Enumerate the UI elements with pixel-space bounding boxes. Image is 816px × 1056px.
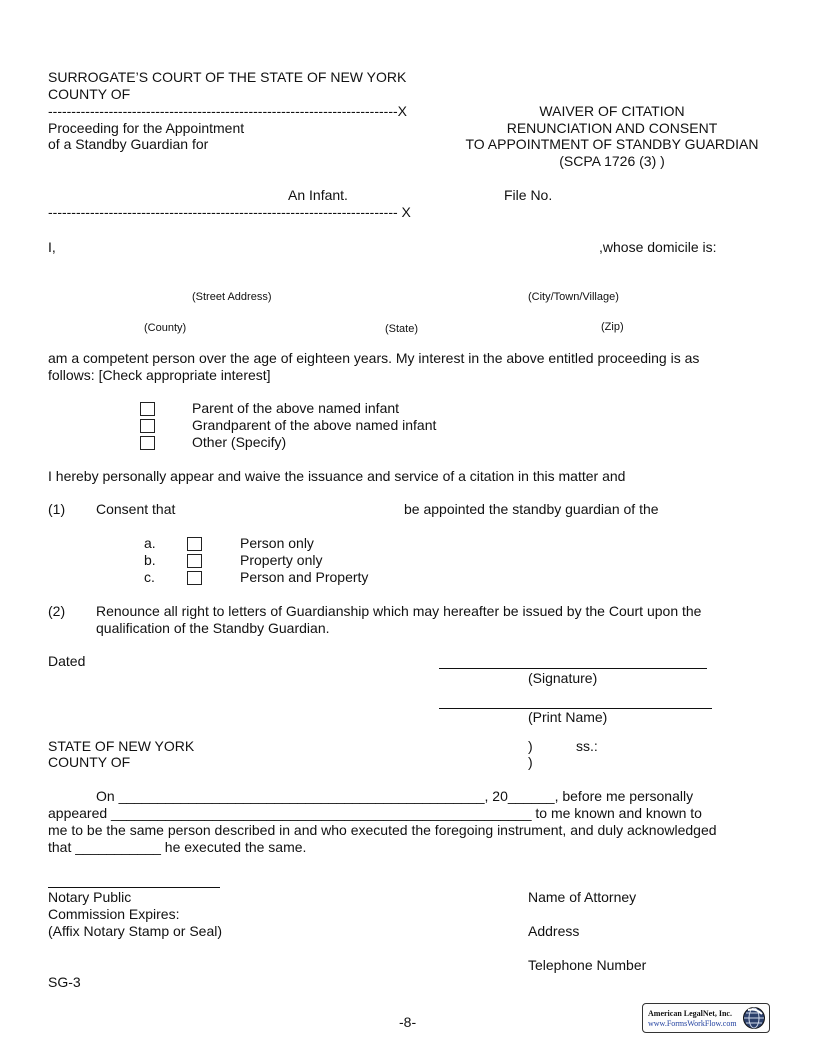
zip-caption: (Zip) — [601, 321, 624, 333]
commission-expires: Commission Expires: — [48, 906, 180, 922]
choice-c-letter: c. — [144, 569, 155, 585]
proceeding-line-1: Proceeding for the Appointment — [48, 120, 245, 136]
print-name-caption: (Print Name) — [528, 709, 608, 725]
globe-icon — [742, 1006, 766, 1030]
ack-paren-1: ) — [528, 738, 533, 754]
attorney-telephone-label: Telephone Number — [528, 957, 647, 973]
option-grandparent: Grandparent of the above named infant — [192, 417, 437, 433]
checkbox-person-only[interactable] — [187, 537, 202, 551]
ack-line-4: that ___________ he executed the same. — [48, 839, 307, 855]
proceeding-line-2: of a Standby Guardian for — [48, 136, 209, 152]
ack-state: STATE OF NEW YORK — [48, 738, 195, 754]
court-title: SURROGATE’S COURT OF THE STATE OF NEW YORK — [48, 69, 407, 85]
choice-a-letter: a. — [144, 535, 156, 551]
consent-appointed: be appointed the standby guardian of the — [404, 501, 659, 517]
county-caption: (County) — [144, 322, 187, 334]
street-address-caption: (Street Address) — [192, 291, 272, 303]
form-title-statute: (SCPA 1726 (3) ) — [559, 153, 665, 169]
checkbox-parent[interactable] — [140, 402, 155, 416]
infant-label: An Infant. — [288, 187, 348, 203]
form-title-1: WAIVER OF CITATION — [539, 103, 685, 119]
choice-person-and-property: Person and Property — [240, 569, 369, 585]
affix-stamp: (Affix Notary Stamp or Seal) — [48, 923, 223, 939]
checkbox-other[interactable] — [140, 436, 155, 450]
signature-caption: (Signature) — [528, 670, 598, 686]
publisher-name: American LegalNet, Inc. — [648, 1009, 732, 1018]
item-1-number: (1) — [48, 501, 66, 517]
caption-bottom-rule: --------------------------------------------------------------------------- X — [48, 204, 411, 220]
checkbox-grandparent[interactable] — [140, 419, 155, 433]
interest-statement-1: am a competent person over the age of eighteen years. My interest in the above entitled proceeding is as — [48, 350, 700, 366]
option-other: Other (Specify) — [192, 434, 287, 450]
option-parent: Parent of the above named infant — [192, 400, 400, 416]
attorney-address-label: Address — [528, 923, 580, 939]
form-title-2: RENUNCIATION AND CONSENT — [506, 120, 718, 136]
dated-label: Dated — [48, 653, 86, 669]
ack-paren-2: ) — [528, 754, 533, 770]
form-code: SG-3 — [48, 974, 81, 990]
signature-line[interactable] — [439, 668, 707, 669]
form-title-3: TO APPOINTMENT OF STANDBY GUARDIAN — [465, 136, 759, 152]
ack-ss: ss.: — [576, 738, 598, 754]
checkbox-person-and-property[interactable] — [187, 571, 202, 585]
ack-line-1: On _______________________________________________, 20______, before me personally — [96, 788, 694, 804]
notary-public: Notary Public — [48, 889, 132, 905]
choice-b-letter: b. — [144, 552, 156, 568]
ack-line-3: me to be the same person described in and who executed the foregoing instrument, and duly acknowledged — [48, 822, 717, 838]
declarant-i: I, — [48, 239, 56, 255]
ack-line-2: appeared ______________________________________________________ to me known and known to — [48, 805, 702, 821]
renounce-line-2: qualification of the Standby Guardian. — [96, 620, 330, 636]
consent-that: Consent that — [96, 501, 176, 517]
item-2-number: (2) — [48, 603, 66, 619]
caption-top-rule: ---------------------------------------------------------------------------X — [48, 103, 407, 119]
waiver-statement: I hereby personally appear and waive the issuance and service of a citation in this matter and — [48, 468, 626, 484]
attorney-name-label: Name of Attorney — [528, 889, 637, 905]
renounce-line-1: Renounce all right to letters of Guardianship which may hereafter be issued by the Court upon the — [96, 603, 702, 619]
state-caption: (State) — [385, 323, 419, 335]
choice-person-only: Person only — [240, 535, 314, 551]
notary-signature-line[interactable] — [48, 887, 220, 888]
file-number-label: File No. — [504, 187, 553, 203]
publisher-logo — [642, 1003, 770, 1033]
publisher-url: www.FormsWorkFlow.com — [648, 1019, 737, 1028]
city-caption: (City/Town/Village) — [528, 291, 619, 303]
domicile-label: ,whose domicile is: — [599, 239, 717, 255]
page-number: -8- — [399, 1014, 417, 1030]
checkbox-property-only[interactable] — [187, 554, 202, 568]
choice-property-only: Property only — [240, 552, 323, 568]
interest-statement-2: follows: [Check appropriate interest] — [48, 367, 271, 383]
ack-county: COUNTY OF — [48, 754, 131, 770]
county-label: COUNTY OF — [48, 86, 131, 102]
